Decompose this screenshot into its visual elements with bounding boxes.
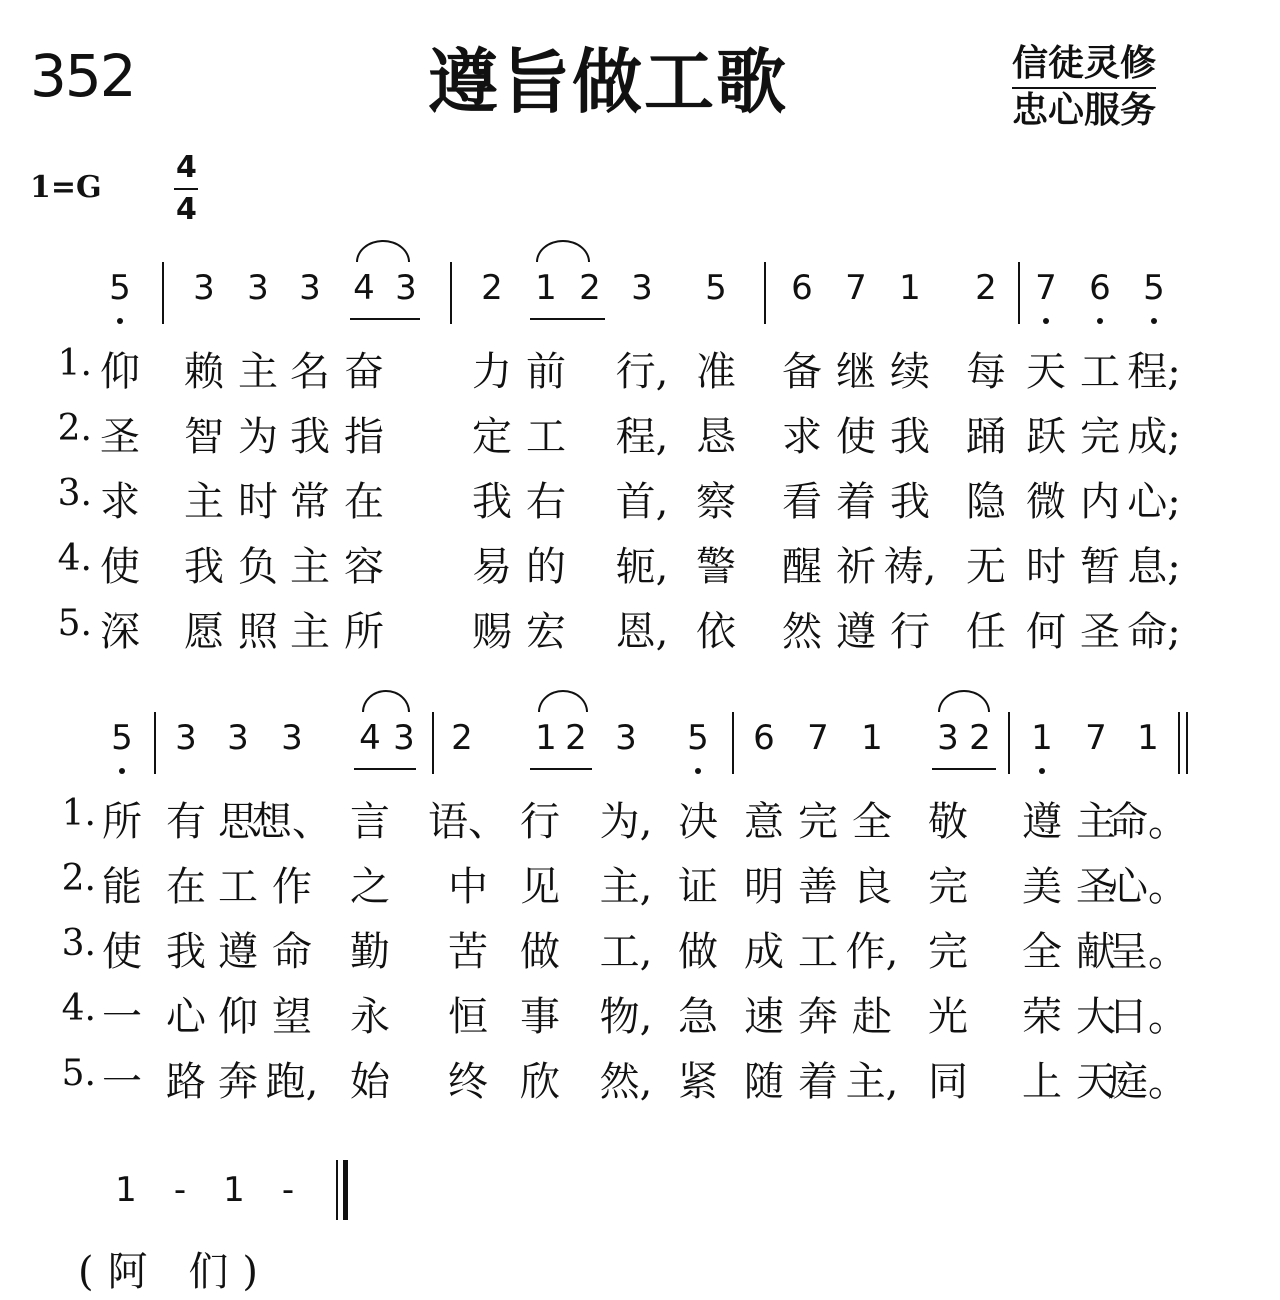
system2-verse-number: 2.	[61, 858, 96, 899]
system1-lyric-syllable: 名	[290, 349, 330, 395]
system1-lyric-syllable: 容	[344, 544, 384, 590]
system1-lyric-syllable: 定	[472, 414, 512, 460]
system2-eighth-underline	[354, 768, 416, 770]
system2-note: 6	[753, 718, 775, 758]
system2-lyric-syllable: 见	[520, 864, 560, 910]
system1-barline	[764, 262, 766, 324]
system1-lyric-syllable: 工	[1080, 349, 1120, 395]
system2-lyric-syllable: 着	[798, 1059, 838, 1105]
system1-verse-number: 3.	[57, 473, 92, 514]
system2-lyric-syllable: 大	[1076, 994, 1116, 1040]
system2-lyric-syllable: 欣	[520, 1059, 560, 1105]
system1-lyric-syllable: 负	[238, 544, 278, 590]
system2-note: 1	[1137, 718, 1159, 758]
system1-lyric-syllable: 主	[184, 479, 224, 525]
system2-lyric-syllable: 意	[744, 799, 784, 845]
system2-lyric-syllable: 终	[448, 1059, 488, 1105]
system1-lyric-syllable: 奋	[344, 349, 384, 395]
system1-lyric-syllable: 看	[782, 479, 822, 525]
system1-lyric-syllable: 主	[290, 544, 330, 590]
system2-lyric-syllable: 荣	[1022, 994, 1062, 1040]
system2-note: 4	[359, 718, 381, 758]
system1-verse-number: 4.	[57, 538, 92, 579]
system2-lyric-syllable: 所	[102, 799, 142, 845]
system1-lyric-syllable: 天	[1026, 349, 1066, 395]
system2-note: 1	[1031, 718, 1053, 758]
system1-lyric-syllable: 工	[526, 414, 566, 460]
system1-note: 6	[1089, 268, 1111, 308]
system1-lyric-syllable: 的	[526, 544, 566, 590]
system2-note: 1	[861, 718, 883, 758]
system2-note: 7	[807, 718, 829, 758]
hymn-title: 遵旨做工歌	[428, 41, 788, 123]
system1-lyric-syllable: 续	[890, 349, 930, 395]
amen-barline	[343, 1160, 348, 1220]
system1-lyric-syllable: 我	[184, 544, 224, 590]
system2-lyric-syllable: 行	[520, 799, 560, 845]
system1-note: 5	[109, 268, 131, 308]
system2-lyric-syllable: 遵	[218, 929, 258, 975]
system1-lyric-syllable: 恳	[696, 414, 736, 460]
system1-lyric-syllable: 愿	[184, 609, 224, 655]
system1-lyric-syllable: 祷,	[883, 544, 937, 590]
system2-lyric-syllable: 跑,	[265, 1059, 319, 1105]
system1-lyric-syllable: 继	[836, 349, 876, 395]
system2-lyric-syllable: 奔	[798, 994, 838, 1040]
system2-lyric-syllable: 事	[520, 994, 560, 1040]
system1-eighth-underline	[350, 318, 420, 320]
system2-note: 7	[1085, 718, 1107, 758]
system2-lyric-syllable: 有	[166, 799, 206, 845]
system2-barline	[1186, 712, 1188, 774]
system2-lyric-syllable: 在	[166, 864, 206, 910]
system2-lyric-syllable: 全	[1022, 929, 1062, 975]
system1-eighth-underline	[530, 318, 605, 320]
system1-lyric-syllable: 首,	[615, 479, 669, 525]
system1-lyric-syllable: 恩,	[615, 609, 669, 655]
system1-lyric-syllable: 照	[238, 609, 278, 655]
system1-note: 4	[353, 268, 375, 308]
system2-lyric-syllable: 恒	[448, 994, 488, 1040]
system2-lyric-syllable: 心	[166, 994, 206, 1040]
system2-lyric-syllable: 心。	[1108, 864, 1188, 910]
system1-lyric-syllable: 在	[344, 479, 384, 525]
system1-lyric-syllable: 暂	[1080, 544, 1120, 590]
system2-lyric-syllable: 命。	[1108, 799, 1188, 845]
system2-note: 5	[111, 718, 133, 758]
system1-note: 2	[975, 268, 997, 308]
system1-lyric-syllable: 微	[1026, 479, 1066, 525]
system1-lyric-syllable: 所	[344, 609, 384, 655]
system2-lyric-syllable: 全	[852, 799, 892, 845]
system1-lyric-syllable: 着	[836, 479, 876, 525]
system1-note: 3	[631, 268, 653, 308]
system1-note: 3	[193, 268, 215, 308]
system1-lyric-syllable: 何	[1026, 609, 1066, 655]
system2-lyric-syllable: 献	[1076, 929, 1116, 975]
system1-lyric-syllable: 力	[472, 349, 512, 395]
system1-lyric-syllable: 使	[836, 414, 876, 460]
system1-note: 2	[579, 268, 601, 308]
system2-lyric-syllable: 天	[1076, 1059, 1116, 1105]
system2-lyric-syllable: 我	[166, 929, 206, 975]
system1-lyric-syllable: 赖	[184, 349, 224, 395]
system1-note: 6	[791, 268, 813, 308]
system2-lyric-syllable: 奔	[218, 1059, 258, 1105]
system2-lyric-syllable: 一	[102, 994, 142, 1040]
system1-lyric-syllable: 任	[966, 609, 1006, 655]
system1-lyric-syllable: 程,	[615, 414, 669, 460]
system1-lyric-syllable: 求	[100, 479, 140, 525]
system2-lyric-syllable: 作	[272, 864, 312, 910]
system2-lyric-syllable: 言	[350, 799, 390, 845]
system2-note: 2	[969, 718, 991, 758]
system1-lyric-syllable: 轭,	[615, 544, 669, 590]
system1-lyric-syllable: 为	[238, 414, 278, 460]
system1-lyric-syllable: 使	[100, 544, 140, 590]
system2-lyric-syllable: 工,	[599, 929, 653, 975]
system2-verse-number: 1.	[61, 793, 96, 834]
system1-lyric-syllable: 右	[526, 479, 566, 525]
system1-note: 1	[535, 268, 557, 308]
system1-lyric-syllable: 跃	[1026, 414, 1066, 460]
system1-lyric-syllable: 赐	[472, 609, 512, 655]
system2-lyric-syllable: 急	[678, 994, 718, 1040]
system1-lyric-syllable: 我	[890, 479, 930, 525]
system2-note: 3	[393, 718, 415, 758]
system1-lyric-syllable: 息;	[1127, 544, 1181, 590]
system1-lyric-syllable: 求	[782, 414, 822, 460]
system2-verse-number: 3.	[61, 923, 96, 964]
system1-slur	[536, 240, 590, 262]
system2-lyric-syllable: 思	[218, 799, 258, 845]
system1-lyric-syllable: 前	[526, 349, 566, 395]
system2-verse-number: 5.	[61, 1053, 96, 1094]
system2-lyric-syllable: 做	[678, 929, 718, 975]
system2-lyric-syllable: 完	[928, 864, 968, 910]
system1-lyric-syllable: 主	[238, 349, 278, 395]
system2-lyric-syllable: 苦	[448, 929, 488, 975]
system2-note: 1	[535, 718, 557, 758]
time-signature-bottom: 4	[176, 192, 197, 227]
system1-lower-octave-dot	[1097, 318, 1103, 324]
system2-lyric-syllable: 作,	[845, 929, 899, 975]
system1-lyric-syllable: 时	[238, 479, 278, 525]
system2-lyric-syllable: 工	[798, 929, 838, 975]
system2-lyric-syllable: 望	[272, 994, 312, 1040]
system1-lyric-syllable: 警	[696, 544, 736, 590]
system2-lyric-syllable: 勤	[350, 929, 390, 975]
system1-lyric-syllable: 完	[1080, 414, 1120, 460]
system2-lyric-syllable: 遵	[1022, 799, 1062, 845]
system2-lower-octave-dot	[695, 768, 701, 774]
system2-barline	[432, 712, 434, 774]
system1-lyric-syllable: 宏	[526, 609, 566, 655]
system2-lyric-syllable: 语、	[428, 799, 508, 845]
amen-note: 1	[223, 1170, 245, 1210]
system1-lyric-syllable: 行,	[615, 349, 669, 395]
system1-lyric-syllable: 易	[472, 544, 512, 590]
system1-lower-octave-dot	[1043, 318, 1049, 324]
system1-slur	[356, 240, 410, 262]
system1-note: 5	[1143, 268, 1165, 308]
system2-lyric-syllable: 一	[102, 1059, 142, 1105]
system1-lyric-syllable: 指	[344, 414, 384, 460]
system2-lyric-syllable: 工	[218, 864, 258, 910]
system2-lyric-syllable: 路	[166, 1059, 206, 1105]
system1-note: 2	[481, 268, 503, 308]
system1-barline	[450, 262, 452, 324]
system1-lyric-syllable: 我	[290, 414, 330, 460]
system1-lyric-syllable: 然	[782, 609, 822, 655]
system1-note: 3	[299, 268, 321, 308]
system2-note: 3	[175, 718, 197, 758]
system1-lyric-syllable: 准	[696, 349, 736, 395]
system2-note: 3	[615, 718, 637, 758]
system2-lyric-syllable: 中	[448, 864, 488, 910]
system1-lyric-syllable: 依	[696, 609, 736, 655]
subcategory-label: 忠心服务	[1012, 90, 1157, 131]
system1-lyric-syllable: 我	[472, 479, 512, 525]
system2-lyric-syllable: 始	[350, 1059, 390, 1105]
system2-lyric-syllable: 美	[1022, 864, 1062, 910]
system2-lyric-syllable: 敬	[928, 799, 968, 845]
system1-note: 7	[1035, 268, 1057, 308]
system1-lyric-syllable: 行	[890, 609, 930, 655]
system1-lyric-syllable: 深	[100, 609, 140, 655]
amen-note: 1	[115, 1170, 137, 1210]
system2-lyric-syllable: 庭。	[1108, 1059, 1188, 1105]
system2-lyric-syllable: 赴	[852, 994, 892, 1040]
system1-note: 1	[899, 268, 921, 308]
system2-lyric-syllable: 完	[798, 799, 838, 845]
system1-lyric-syllable: 圣	[100, 414, 140, 460]
system1-lyric-syllable: 常	[290, 479, 330, 525]
system2-note: 2	[565, 718, 587, 758]
system2-lyric-syllable: 使	[102, 929, 142, 975]
system1-lyric-syllable: 每	[966, 349, 1006, 395]
system2-lyric-syllable: 物,	[599, 994, 653, 1040]
system2-barline	[1008, 712, 1010, 774]
system2-lyric-syllable: 做	[520, 929, 560, 975]
system2-lyric-syllable: 永	[350, 994, 390, 1040]
hymn-number: 352	[30, 42, 135, 110]
system1-lyric-syllable: 醒	[782, 544, 822, 590]
system1-lyric-syllable: 命;	[1127, 609, 1181, 655]
system2-lyric-syllable: 仰	[218, 994, 258, 1040]
system1-lyric-syllable: 主	[290, 609, 330, 655]
system2-lyric-syllable: 完	[928, 929, 968, 975]
system2-eighth-underline	[932, 768, 996, 770]
system1-verse-number: 1.	[57, 343, 92, 384]
system2-lyric-syllable: 主,	[599, 864, 653, 910]
system2-barline	[1178, 712, 1180, 774]
amen-text: (阿 们)	[78, 1249, 272, 1295]
system2-note: 3	[937, 718, 959, 758]
system2-lyric-syllable: 上	[1022, 1059, 1062, 1105]
system2-slur	[938, 690, 990, 712]
system1-note: 5	[705, 268, 727, 308]
system2-lyric-syllable: 同	[928, 1059, 968, 1105]
system1-barline	[1018, 262, 1020, 324]
system1-lyric-syllable: 察	[696, 479, 736, 525]
system1-lyric-syllable: 圣	[1080, 609, 1120, 655]
amen-barline	[336, 1160, 338, 1220]
system2-lyric-syllable: 光	[928, 994, 968, 1040]
system2-lyric-syllable: 然,	[599, 1059, 653, 1105]
system1-lyric-syllable: 备	[782, 349, 822, 395]
system2-barline	[154, 712, 156, 774]
system1-note: 7	[845, 268, 867, 308]
system2-lyric-syllable: 决	[678, 799, 718, 845]
system2-note: 5	[687, 718, 709, 758]
system2-lyric-syllable: 主	[1076, 799, 1116, 845]
system1-lower-octave-dot	[117, 318, 123, 324]
system1-lyric-syllable: 仰	[100, 349, 140, 395]
system1-lyric-syllable: 心;	[1127, 479, 1181, 525]
system2-eighth-underline	[530, 768, 592, 770]
system1-lyric-syllable: 时	[1026, 544, 1066, 590]
system2-lyric-syllable: 圣	[1076, 864, 1116, 910]
system1-note: 3	[395, 268, 417, 308]
system2-note: 3	[227, 718, 249, 758]
system1-lower-octave-dot	[1151, 318, 1157, 324]
category-label: 信徒灵修	[1012, 35, 1156, 89]
system1-lyric-syllable: 程;	[1127, 349, 1181, 395]
time-signature-top: 4	[176, 150, 197, 185]
system1-lyric-syllable: 祈	[836, 544, 876, 590]
system2-lower-octave-dot	[1039, 768, 1045, 774]
system2-lyric-syllable: 日。	[1108, 994, 1188, 1040]
system2-lyric-syllable: 速	[744, 994, 784, 1040]
system2-lyric-syllable: 善	[798, 864, 838, 910]
system2-slur	[362, 690, 410, 712]
system1-verse-number: 5.	[57, 603, 92, 644]
system2-verse-number: 4.	[61, 988, 96, 1029]
system1-note: 3	[247, 268, 269, 308]
amen-note: -	[173, 1170, 187, 1210]
system2-lyric-syllable: 良	[852, 864, 892, 910]
system2-lyric-syllable: 之	[350, 864, 390, 910]
system2-lyric-syllable: 命	[272, 929, 312, 975]
system1-lyric-syllable: 遵	[836, 609, 876, 655]
system1-lyric-syllable: 内	[1080, 479, 1120, 525]
system2-note: 2	[451, 718, 473, 758]
system2-lyric-syllable: 主,	[845, 1059, 899, 1105]
system2-lyric-syllable: 证	[678, 864, 718, 910]
system2-barline	[732, 712, 734, 774]
system1-verse-number: 2.	[57, 408, 92, 449]
system2-lyric-syllable: 成	[744, 929, 784, 975]
system2-lyric-syllable: 随	[744, 1059, 784, 1105]
system1-lyric-syllable: 隐	[966, 479, 1006, 525]
system2-note: 3	[281, 718, 303, 758]
key-signature: 1=G	[30, 170, 102, 205]
system2-lyric-syllable: 想、	[252, 799, 332, 845]
system2-lower-octave-dot	[119, 768, 125, 774]
system2-lyric-syllable: 紧	[678, 1059, 718, 1105]
system2-lyric-syllable: 呈。	[1108, 929, 1188, 975]
time-signature-line	[174, 188, 198, 190]
system1-lyric-syllable: 无	[966, 544, 1006, 590]
system1-lyric-syllable: 智	[184, 414, 224, 460]
system2-slur	[538, 690, 588, 712]
system1-lyric-syllable: 成;	[1127, 414, 1181, 460]
system1-lyric-syllable: 我	[890, 414, 930, 460]
system1-lyric-syllable: 踊	[966, 414, 1006, 460]
system2-lyric-syllable: 能	[102, 864, 142, 910]
amen-note: -	[281, 1170, 295, 1210]
system2-lyric-syllable: 为,	[599, 799, 653, 845]
system1-barline	[162, 262, 164, 324]
system2-lyric-syllable: 明	[744, 864, 784, 910]
